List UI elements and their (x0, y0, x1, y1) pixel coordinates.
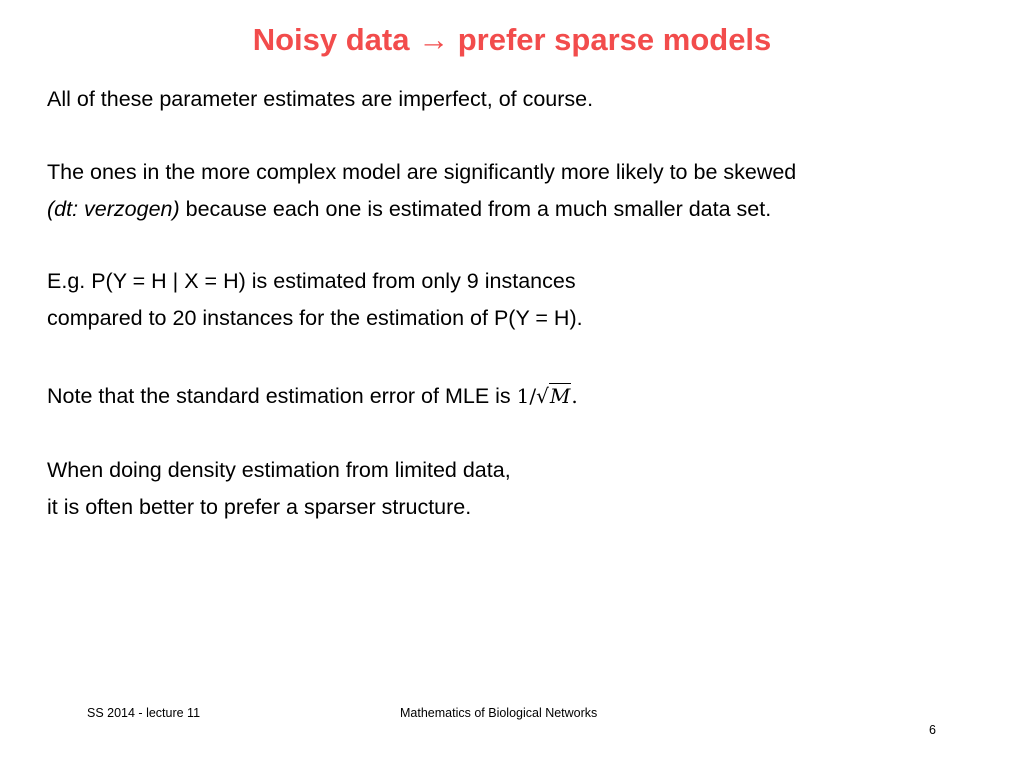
paragraph-text: Note that the standard estimation error of MLE is (47, 384, 517, 408)
paragraph-line: compared to 20 instances for the estimation of P(Y = H). (47, 306, 583, 330)
paragraph-line: All of these parameter estimates are imperfect, of course. (47, 87, 594, 111)
formula-numerator: 1 (516, 384, 530, 408)
formula-variable: M (549, 384, 571, 408)
mle-error-formula (517, 384, 578, 408)
radical-sign: √ (536, 384, 549, 408)
paragraph-line: E.g. P(Y = H | X = H) is estimated from only 9 instances (47, 269, 576, 293)
square-root (536, 378, 571, 415)
paragraph-text: because each one is estimated from a much smaller data set. (179, 197, 772, 221)
paragraph-line: When doing density estimation from limited data, (47, 458, 511, 482)
paragraph-complex-model (47, 154, 796, 228)
paragraph-imperfect-estimates (47, 81, 593, 118)
paragraph-line: it is often better to prefer a sparser structure. (47, 495, 472, 519)
formula-end: . (571, 384, 578, 408)
paragraph-mle-error (47, 378, 578, 415)
footer-lecture: SS 2014 - lecture 11 (87, 706, 201, 720)
paragraph-line (47, 378, 578, 415)
paragraph-example (47, 263, 583, 337)
footer-course-title: Mathematics of Biological Networks (400, 706, 598, 720)
paragraph-density-estimation (47, 452, 511, 526)
paragraph-line: The ones in the more complex model are significantly more likely to be skewed (47, 160, 797, 184)
translation-note: (dt: verzogen) (47, 197, 180, 221)
paragraph-line (47, 191, 796, 228)
page-number: 6 (929, 723, 936, 737)
slide-title: Noisy data → prefer sparse models (252, 22, 772, 57)
formula-slash: / (529, 384, 537, 408)
